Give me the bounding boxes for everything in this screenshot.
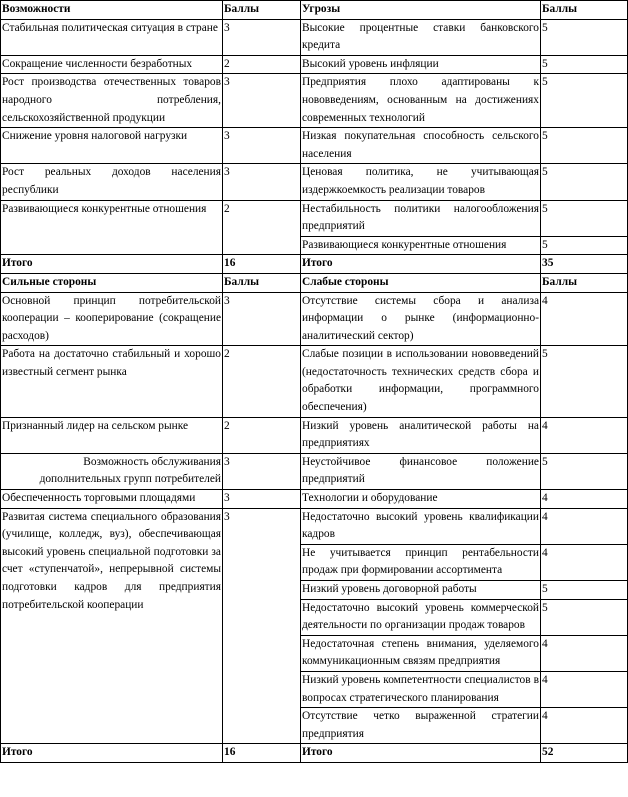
opportunity-score: 3 bbox=[223, 164, 301, 200]
opportunity-cell: Сокращение численности безработных bbox=[1, 55, 223, 74]
opportunity-score: 2 bbox=[223, 55, 301, 74]
weakness-score: 5 bbox=[541, 346, 628, 417]
threat-cell: Высокие процентные ставки банковского кредита bbox=[301, 19, 541, 55]
table-row bbox=[1, 490, 628, 509]
weakness-cell: Отсутствие системы сбора и анализа информации о рынке (информационно-аналитический сектор) bbox=[301, 292, 541, 346]
weakness-score: 4 bbox=[541, 417, 628, 453]
strength-cell: Признанный лидер на сельском рынке bbox=[1, 417, 223, 453]
header-row-strengths-weaknesses bbox=[1, 273, 628, 292]
strength-score: 2 bbox=[223, 346, 301, 417]
opportunity-cell: Рост производства отечественных товаров народного потребления, сельскохозяйственной продукции bbox=[1, 74, 223, 128]
header-score-threats: Баллы bbox=[541, 1, 628, 20]
table-row bbox=[1, 346, 628, 417]
total-row bbox=[1, 744, 628, 763]
total-label: Итого bbox=[301, 255, 541, 274]
opportunity-score: 2 bbox=[223, 200, 301, 255]
threat-score: 5 bbox=[541, 236, 628, 255]
total-label: Итого bbox=[1, 744, 223, 763]
threat-score: 5 bbox=[541, 164, 628, 200]
threat-cell: Низкая покупательная способность сельского населения bbox=[301, 128, 541, 164]
opportunity-cell: Стабильная политическая ситуация в стране bbox=[1, 19, 223, 55]
opportunity-score: 3 bbox=[223, 74, 301, 128]
header-score-strengths: Баллы bbox=[223, 273, 301, 292]
strength-score: 3 bbox=[223, 292, 301, 346]
weakness-score: 4 bbox=[541, 671, 628, 707]
header-score-opportunities: Баллы bbox=[223, 1, 301, 20]
strength-cell: Возможность обслуживания дополнительных групп потребителей bbox=[1, 453, 223, 489]
strength-cell: Основной принцип потребительской кооперации – кооперирование (сокращение расходов) bbox=[1, 292, 223, 346]
threat-cell: Нестабильность политики налогообложения предприятий bbox=[301, 200, 541, 236]
table-row bbox=[1, 164, 628, 200]
weakness-cell: Низкий уровень договорной работы bbox=[301, 581, 541, 600]
weakness-cell: Не учитывается принцип рентабельности продаж при формировании ассортимента bbox=[301, 544, 541, 580]
weakness-score: 5 bbox=[541, 453, 628, 489]
weakness-cell: Отсутствие четко выраженной стратегии предприятия bbox=[301, 708, 541, 744]
opportunity-cell: Снижение уровня налоговой нагрузки bbox=[1, 128, 223, 164]
table-row bbox=[1, 55, 628, 74]
weakness-score: 4 bbox=[541, 508, 628, 544]
total-label: Итого bbox=[301, 744, 541, 763]
opportunity-score: 3 bbox=[223, 19, 301, 55]
header-threats: Угрозы bbox=[301, 1, 541, 20]
header-opportunities: Возможности bbox=[1, 1, 223, 20]
weakness-score: 4 bbox=[541, 544, 628, 580]
weakness-score: 5 bbox=[541, 581, 628, 600]
weakness-cell: Слабые позиции в использовании нововведений (недостаточность технических средств сбора и обработки информации, программного обеспечения) bbox=[301, 346, 541, 417]
table-row bbox=[1, 292, 628, 346]
table-row bbox=[1, 19, 628, 55]
weakness-cell: Недостаточная степень внимания, уделяемого коммуникационным связям предприятия bbox=[301, 635, 541, 671]
threat-cell: Ценовая политика, не учитывающая издержкоемкость реализации товаров bbox=[301, 164, 541, 200]
strength-cell: Развитая система специального образования (училище, колледж, вуз), обеспечивающая высокий уровень специальной подготовки за счет «ступенчатой», непрерывной системы подготовки кадров для предприятия потребительской кооперации bbox=[1, 508, 223, 744]
strength-score: 2 bbox=[223, 417, 301, 453]
weakness-cell: Технологии и оборудование bbox=[301, 490, 541, 509]
header-weaknesses: Слабые стороны bbox=[301, 273, 541, 292]
strength-score: 3 bbox=[223, 453, 301, 489]
weakness-score: 5 bbox=[541, 599, 628, 635]
weakness-score: 4 bbox=[541, 635, 628, 671]
table-row bbox=[1, 417, 628, 453]
total-score-strengths: 16 bbox=[223, 744, 301, 763]
table-row bbox=[1, 128, 628, 164]
header-strengths: Сильные стороны bbox=[1, 273, 223, 292]
total-score-weaknesses: 52 bbox=[541, 744, 628, 763]
weakness-cell: Недостаточно высокий уровень квалификации кадров bbox=[301, 508, 541, 544]
table-row bbox=[1, 74, 628, 128]
weakness-cell: Низкий уровень аналитической работы на предприятиях bbox=[301, 417, 541, 453]
total-score-threats: 35 bbox=[541, 255, 628, 274]
threat-cell: Развивающиеся конкурентные отношения bbox=[301, 236, 541, 255]
table-row bbox=[1, 200, 628, 236]
threat-score: 5 bbox=[541, 200, 628, 236]
threat-score: 5 bbox=[541, 55, 628, 74]
threat-score: 5 bbox=[541, 74, 628, 128]
total-row bbox=[1, 255, 628, 274]
weakness-score: 4 bbox=[541, 292, 628, 346]
weakness-cell: Неустойчивое финансовое положение предприятий bbox=[301, 453, 541, 489]
threat-score: 5 bbox=[541, 128, 628, 164]
strength-score: 3 bbox=[223, 508, 301, 744]
opportunity-cell: Развивающиеся конкурентные отношения bbox=[1, 200, 223, 255]
header-row-opportunities-threats bbox=[1, 1, 628, 20]
weakness-cell: Низкий уровень компетентности специалистов в вопросах стратегического планирования bbox=[301, 671, 541, 707]
opportunity-cell: Рост реальных доходов населения республики bbox=[1, 164, 223, 200]
weakness-score: 4 bbox=[541, 708, 628, 744]
strength-score: 3 bbox=[223, 490, 301, 509]
total-score-opportunities: 16 bbox=[223, 255, 301, 274]
strength-cell: Работа на достаточно стабильный и хорошо известный сегмент рынка bbox=[1, 346, 223, 417]
weakness-cell: Недостаточно высокий уровень коммерческой деятельности по организации продаж товаров bbox=[301, 599, 541, 635]
threat-cell: Предприятия плохо адаптированы к нововведениям, основанным на достижениях современных технологий bbox=[301, 74, 541, 128]
header-score-weaknesses: Баллы bbox=[541, 273, 628, 292]
threat-cell: Высокий уровень инфляции bbox=[301, 55, 541, 74]
threat-score: 5 bbox=[541, 19, 628, 55]
table-row bbox=[1, 508, 628, 544]
weakness-score: 4 bbox=[541, 490, 628, 509]
opportunity-score: 3 bbox=[223, 128, 301, 164]
total-label: Итого bbox=[1, 255, 223, 274]
strength-cell: Обеспеченность торговыми площадями bbox=[1, 490, 223, 509]
table-row bbox=[1, 453, 628, 489]
